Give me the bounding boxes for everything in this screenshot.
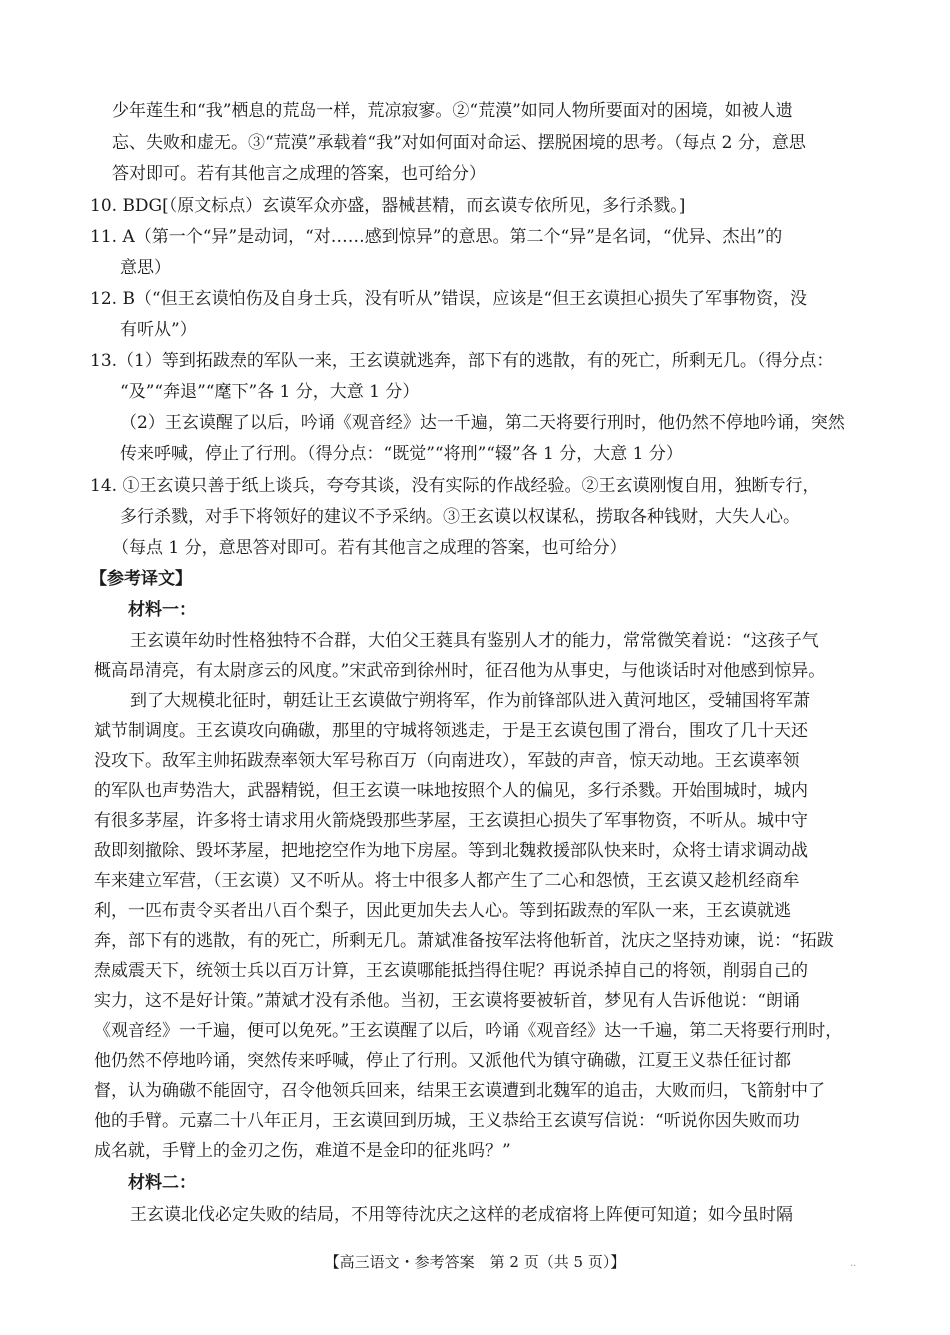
translation-heading: 【参考译文】: [90, 569, 192, 589]
material1-line-2: 概高昂清亮，有太尉彦云的风度。”宋武帝到徐州时，征召他为从事史，与他谈话时对他感到惊异。: [94, 661, 826, 681]
q13-line-3: （2）王玄谟醒了以后，吟诵《观音经》达一千遍，第二天将要行刑时，他仍然不停地吟诵，突然: [120, 413, 845, 433]
material1-line-1: 王玄谟年幼时性格独特不合群，大伯父王蕤具有鉴别人才的能力，常常微笑着说：“这孩子气: [130, 631, 819, 651]
q14-line-3: （每点 1 分，意思答对即可。若有其他言之成理的答案，也可给分）: [112, 538, 627, 558]
q9-line-1: 少年莲生和“我”栖息的荒岛一样，荒凉寂寥。②“荒漠”如同人物所要面对的困境，如被人遗: [112, 101, 793, 121]
material1-line-18: 成名就，手臂上的金刃之伤，难道不是金印的征兆吗？”: [94, 1141, 511, 1161]
material2-title: 材料二：: [128, 1173, 196, 1193]
material1-line-15: 他仍然不停地吟诵，突然传来呼喊，停止了行刑。又派他代为镇守确磝，江夏王义恭任征讨都: [94, 1051, 791, 1071]
material1-line-12: 焘威震天下，统领士兵以百万计算，王玄谟哪能抵挡得住呢？再说杀掉自己的将领，削弱自己的: [94, 961, 808, 981]
material1-line-13: 实力，这不是好计策。”萧斌才没有杀他。当初，王玄谟将要被斩首，梦见有人告诉他说：“朗诵: [94, 991, 800, 1011]
corner-mark: ..: [850, 1258, 857, 1269]
q13-line-2: “及”“奔退”“麾下”各 1 分，大意 1 分）: [120, 382, 420, 402]
material1-line-8: 敌即刻撤除、毁坏茅屋，把地挖空作为地下房屋。等到北魏救援部队快来时，众将士请求调动战: [94, 841, 808, 861]
page-footer: 【高三语文・参考答案 第 2 页（共 5 页）】: [324, 1253, 626, 1271]
material2-line-1: 王玄谟北伐必定失败的结局，不用等待沈庆之这样的老成宿将上阵便可知道；如今虽时隔: [130, 1205, 793, 1225]
material1-line-10: 利，一匹布责令买者出八百个梨子，因此更加失去人心。等到拓跋焘的军队一来，王玄谟就逃: [94, 901, 791, 921]
material1-line-17: 他的手臂。元嘉二十八年正月，王玄谟回到历城，王义恭给王玄谟写信说：“听说你因失败而功: [94, 1111, 800, 1131]
q12-line-1: 12. B（“但王玄谟怕伤及自身士兵，没有听从”错误，应该是“但王玄谟担心损失了军事物资，没: [90, 289, 808, 309]
material1-line-16: 督，认为确磝不能固守，召令他领兵回来，结果王玄谟遭到北魏军的追击，大败而归，飞箭射中了: [94, 1081, 825, 1101]
q9-line-2: 忘、失败和虚无。③“荒漠”承载着“我”对如何面对命运、摆脱困境的思考。（每点 2 分，意思: [112, 133, 806, 153]
material1-line-7: 有很多茅屋，许多将士请求用火箭烧毁那些茅屋，王玄谟担心损失了军事物资，不听从。城中守: [94, 811, 808, 831]
q9-line-3: 答对即可。若有其他言之成理的答案，也可给分）: [112, 164, 486, 184]
q12-line-2: 有听从”）: [120, 320, 197, 340]
material1-line-11: 奔，部下有的逃散，有的死亡，所剩无几。萧斌准备按军法将他斩首，沈庆之坚持劝谏，说：“拓跋: [94, 931, 834, 951]
q10-answer: 10. BDG[（原文标点）玄谟军众亦盛，器械甚精，而玄谟专依所见，多行杀戮。]: [90, 196, 686, 216]
material1-line-6: 的军队也声势浩大，武器精锐，但王玄谟一味地按照个人的偏见，多行杀戮。开始围城时，城内: [94, 781, 808, 801]
material1-line-14: 《观音经》一千遍，便可以免死。”王玄谟醒了以后，吟诵《观音经》达一千遍，第二天将要行刑时，: [94, 1021, 843, 1041]
material1-line-5: 没攻下。敌军主帅拓跋焘率领大军号称百万（向南进攻），军鼓的声音，惊天动地。王玄谟率领: [94, 751, 800, 771]
q11-line-1: 11. A（第一个“异”是动词，“对……感到惊异”的意思。第二个“异”是名词，“优异、杰出”的: [90, 227, 783, 247]
material1-line-3: 到了大规模北征时，朝廷让王玄谟做宁朔将军，作为前锋部队进入黄河地区，受辅国将军萧: [130, 691, 810, 711]
q13-line-4: 传来呼喊，停止了行刑。（得分点：“既觉”“将刑”“辍”各 1 分，大意 1 分）: [120, 444, 683, 464]
q14-line-2: 多行杀戮，对手下将领好的建议不予采纳。③王玄谟以权谋私，捞取各种钱财，大失人心。: [120, 507, 800, 527]
q13-line-1: 13.（1）等到拓跋焘的军队一来，王玄谟就逃奔，部下有的逃散，有的死亡，所剩无几。（得分点：: [90, 351, 834, 371]
material1-line-9: 车来建立军营，（王玄谟）又不听从。将士中很多人都产生了二心和怨愤，王玄谟又趁机经商牟: [94, 871, 800, 891]
material1-title: 材料一：: [128, 600, 196, 620]
q11-line-2: 意思）: [120, 258, 171, 278]
material1-line-4: 斌节制调度。王玄谟攻向确磝，那里的守城将领逃走，于是王玄谟包围了滑台，围攻了几十天还: [94, 721, 808, 741]
q14-line-1: 14. ①王玄谟只善于纸上谈兵，夸夸其谈，没有实际的作战经验。②王玄谟刚愎自用，独断专行，: [90, 476, 820, 496]
